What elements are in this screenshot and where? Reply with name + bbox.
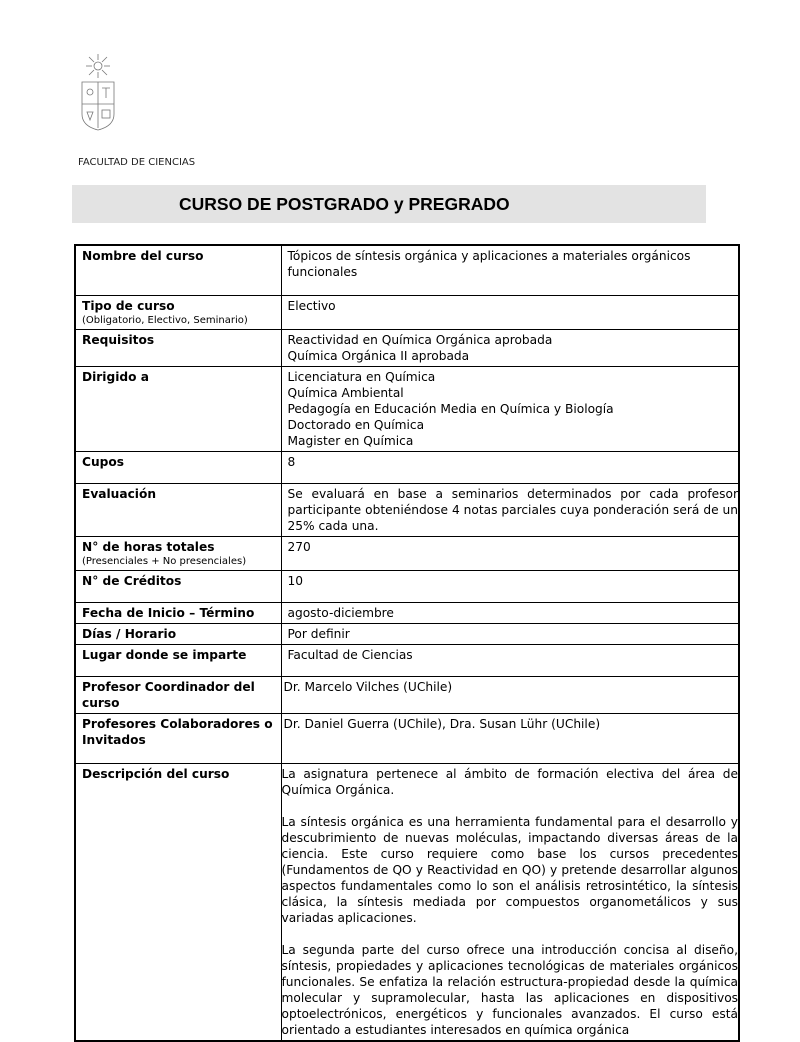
value-descripcion — [281, 763, 739, 1041]
value-colaboradores: Dr. Daniel Guerra (UChile), Dra. Susan Lühr (UChile) — [281, 713, 739, 763]
label-horas: N° de horas totales — [82, 539, 215, 554]
row-descripcion — [75, 763, 739, 1041]
row-tipo — [75, 295, 739, 329]
label-requisitos: Requisitos — [75, 329, 281, 366]
requisito-item: Química Orgánica II aprobada — [287, 348, 470, 363]
descripcion-paragraph: La segunda parte del curso ofrece una introducción concisa al diseño, síntesis, propiedades y aplicaciones tecnológicas de materiales orgánicos funcionales. Se enfatiza la relación estructura-propiedad desde la química molecular y supramolecular, hasta las aplicaciones en dispositivos optoelectrónicos, energéticos y funcionales avanzados. El curso está orientado a estudiantes interesados en química orgánica — [281, 942, 738, 1037]
row-fecha — [75, 602, 739, 623]
value-evaluacion: Se evaluará en base a seminarios determinados por cada profesor participante obteniéndose 4 notas parciales cuya ponderación será de un 25% cada una. — [281, 483, 739, 536]
label-lugar: Lugar donde se imparte — [75, 644, 281, 676]
row-evaluacion — [75, 483, 739, 536]
label-horas-cell — [75, 536, 281, 570]
university-crest-logo — [78, 52, 118, 132]
faculty-name: FACULTAD DE CIENCIAS — [78, 157, 196, 168]
value-horas: 270 — [281, 536, 739, 570]
value-tipo: Electivo — [281, 295, 739, 329]
label-creditos: N° de Créditos — [75, 570, 281, 602]
label-fecha: Fecha de Inicio – Término — [75, 602, 281, 623]
label-evaluacion: Evaluación — [75, 483, 281, 536]
label-tipo: Tipo de curso — [82, 298, 175, 313]
row-creditos — [75, 570, 739, 602]
descripcion-paragraph: La síntesis orgánica es una herramienta fundamental para el desarrollo y descubrimiento de nuevas moléculas, impactando diversas áreas de la ciencia. Este curso requiere como base los cursos precedentes (Fundamentos de QO y Reactividad en QO) y pretende desarrollar algunos aspectos fundamentales como lo son el análisis retrosintético, la síntesis clásica, la síntesis mediada por compuestos organometálicos y sus variadas aplicaciones. — [281, 814, 738, 925]
value-dirigido — [281, 366, 739, 451]
course-info-table — [74, 244, 740, 1042]
label-dias: Días / Horario — [75, 623, 281, 644]
row-dirigido — [75, 366, 739, 451]
descripcion-paragraph: La asignatura pertenece al ámbito de formación electiva del área de Química Orgánica. — [281, 766, 738, 797]
row-lugar — [75, 644, 739, 676]
dirigido-item: Pedagogía en Educación Media en Química y Biología — [287, 401, 614, 416]
title-bar — [72, 185, 706, 223]
label-dirigido: Dirigido a — [75, 366, 281, 451]
label-cupos: Cupos — [75, 451, 281, 483]
row-horas — [75, 536, 739, 570]
dirigido-item: Química Ambiental — [287, 385, 404, 400]
value-nombre: Tópicos de síntesis orgánica y aplicaciones a materiales orgánicos funcionales — [281, 245, 739, 295]
row-coordinador — [75, 676, 739, 713]
dirigido-item: Magister en Química — [287, 433, 414, 448]
label-coordinador: Profesor Coordinador del curso — [75, 676, 281, 713]
row-dias — [75, 623, 739, 644]
value-coordinador: Dr. Marcelo Vilches (UChile) — [281, 676, 739, 713]
label-descripcion: Descripción del curso — [75, 763, 281, 1041]
value-fecha: agosto-diciembre — [281, 602, 739, 623]
row-nombre — [75, 245, 739, 295]
value-lugar: Facultad de Ciencias — [281, 644, 739, 676]
row-colaboradores — [75, 713, 739, 763]
label-nombre: Nombre del curso — [75, 245, 281, 295]
page-title: CURSO DE POSTGRADO y PREGRADO — [179, 194, 510, 214]
row-requisitos — [75, 329, 739, 366]
row-cupos — [75, 451, 739, 483]
sublabel-horas: (Presenciales + No presenciales) — [82, 555, 247, 567]
requisito-item: Reactividad en Química Orgánica aprobada — [287, 332, 553, 347]
value-creditos: 10 — [281, 570, 739, 602]
dirigido-item: Doctorado en Química — [287, 417, 425, 432]
value-cupos: 8 — [281, 451, 739, 483]
dirigido-item: Licenciatura en Química — [287, 369, 436, 384]
value-dias: Por definir — [281, 623, 739, 644]
value-requisitos — [281, 329, 739, 366]
label-tipo-cell — [75, 295, 281, 329]
sublabel-tipo: (Obligatorio, Electivo, Seminario) — [82, 314, 248, 326]
label-colaboradores: Profesores Colaboradores o Invitados — [75, 713, 281, 763]
